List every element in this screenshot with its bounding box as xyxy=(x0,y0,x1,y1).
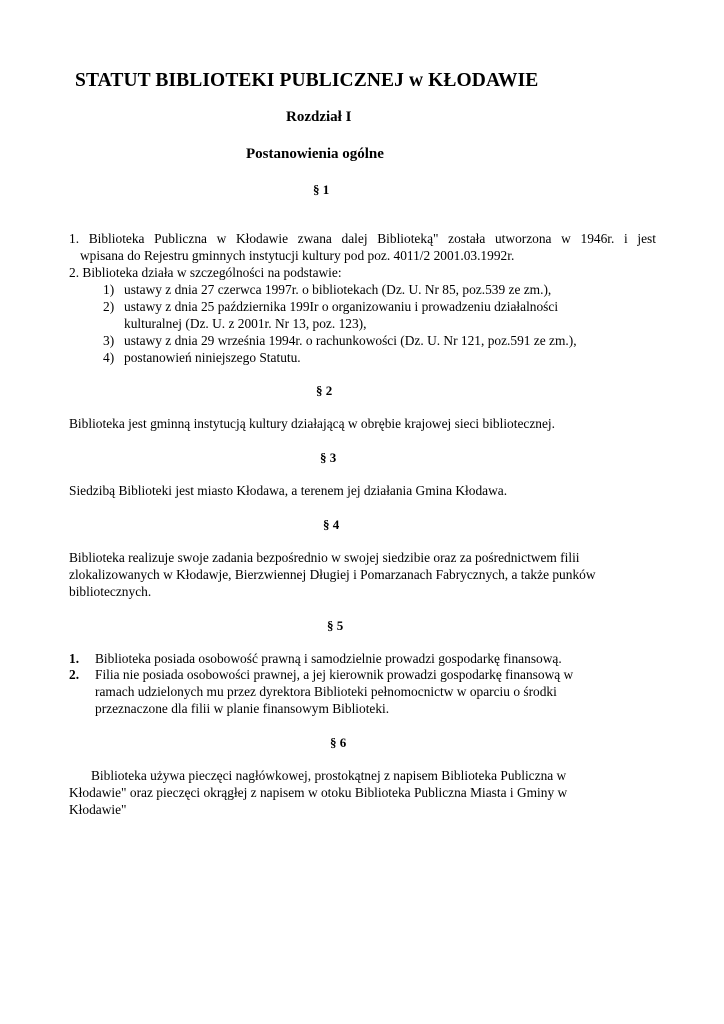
section-1-list-number: 4) xyxy=(103,350,115,365)
section-2-text: Biblioteka jest gminną instytucją kultury działającą w obrębie krajowej sieci bibliotecznej. xyxy=(69,416,555,431)
section-4-heading: § 4 xyxy=(323,517,340,532)
section-1-paragraph-1-line-2: wpisana do Rejestru gminnych instytucji kultury pod poz. 4011/2 2001.03.1992r. xyxy=(80,248,515,263)
section-1-list-number: 3) xyxy=(103,333,115,348)
section-5-item-number: 1. xyxy=(69,651,80,666)
section-1-list-item: ustawy z dnia 25 października 199Ir o organizowaniu i prowadzeniu działalności xyxy=(124,299,559,314)
section-1-paragraph-1-line-1: 1. Biblioteka Publiczna w Kłodawie zwana dalej Biblioteką" została utworzona w 1946r. i jest xyxy=(69,231,656,246)
section-5-item-line: przeznaczone dla filii w planie finansowym Biblioteki. xyxy=(95,701,390,716)
section-5-heading: § 5 xyxy=(327,618,344,633)
section-6-heading: § 6 xyxy=(330,735,347,750)
section-5-item-number: 2. xyxy=(69,667,80,682)
section-1-list-number: 1) xyxy=(103,282,115,297)
section-1-list-item: ustawy z dnia 27 czerwca 1997r. o bibliotekach (Dz. U. Nr 85, poz.539 ze zm.), xyxy=(124,282,552,297)
section-1-paragraph-2: 2. Biblioteka działa w szczególności na podstawie: xyxy=(69,265,342,280)
section-1-list-item: postanowień niniejszego Statutu. xyxy=(124,350,301,365)
section-5-item-line: Biblioteka posiada osobowość prawną i samodzielnie prowadzi gospodarkę finansową. xyxy=(95,651,562,666)
document-title: STATUT BIBLIOTEKI PUBLICZNEJ w KŁODAWIE xyxy=(75,70,539,91)
section-5-item-line: Filia nie posiada osobowości prawnej, a jej kierownik prowadzi gospodarkę finansową w xyxy=(95,667,574,682)
section-4-line-1: Biblioteka realizuje swoje zadania bezpośrednio w swojej siedzibie oraz za pośrednictwem filii xyxy=(69,550,580,565)
section-5-item-line: ramach udzielonych mu przez dyrektora Biblioteki pełnomocnictw w oparciu o środki xyxy=(95,684,557,699)
section-6-line-1: Biblioteka używa pieczęci nagłówkowej, prostokątnej z napisem Biblioteka Publiczna w xyxy=(91,768,567,783)
section-1-list-number: 2) xyxy=(103,299,115,314)
section-1-list-item: ustawy z dnia 29 września 1994r. o rachunkowości (Dz. U. Nr 121, poz.591 ze zm.), xyxy=(124,333,577,348)
section-2-heading: § 2 xyxy=(316,383,333,398)
chapter-title: Postanowienia ogólne xyxy=(246,146,384,162)
section-6-line-2: Kłodawie" oraz pieczęci okrągłej z napisem w otoku Biblioteka Publiczna Miasta i Gminy w xyxy=(69,785,568,800)
section-4-line-2: zlokalizowanych w Kłodawje, Bierzwiennej Długiej i Pomarzanach Fabrycznych, a także punków xyxy=(69,567,596,582)
chapter-heading: Rozdział I xyxy=(286,109,352,125)
section-4-line-3: bibliotecznych. xyxy=(69,584,152,599)
section-3-heading: § 3 xyxy=(320,450,337,465)
section-1-heading: § 1 xyxy=(313,182,330,197)
section-6-line-3: Kłodawie" xyxy=(69,802,127,817)
section-3-text: Siedzibą Biblioteki jest miasto Kłodawa, a terenem jej działania Gmina Kłodawa. xyxy=(69,483,508,498)
section-1-list-item-continuation: kulturalnej (Dz. U. z 2001r. Nr 13, poz. 123), xyxy=(124,316,367,331)
